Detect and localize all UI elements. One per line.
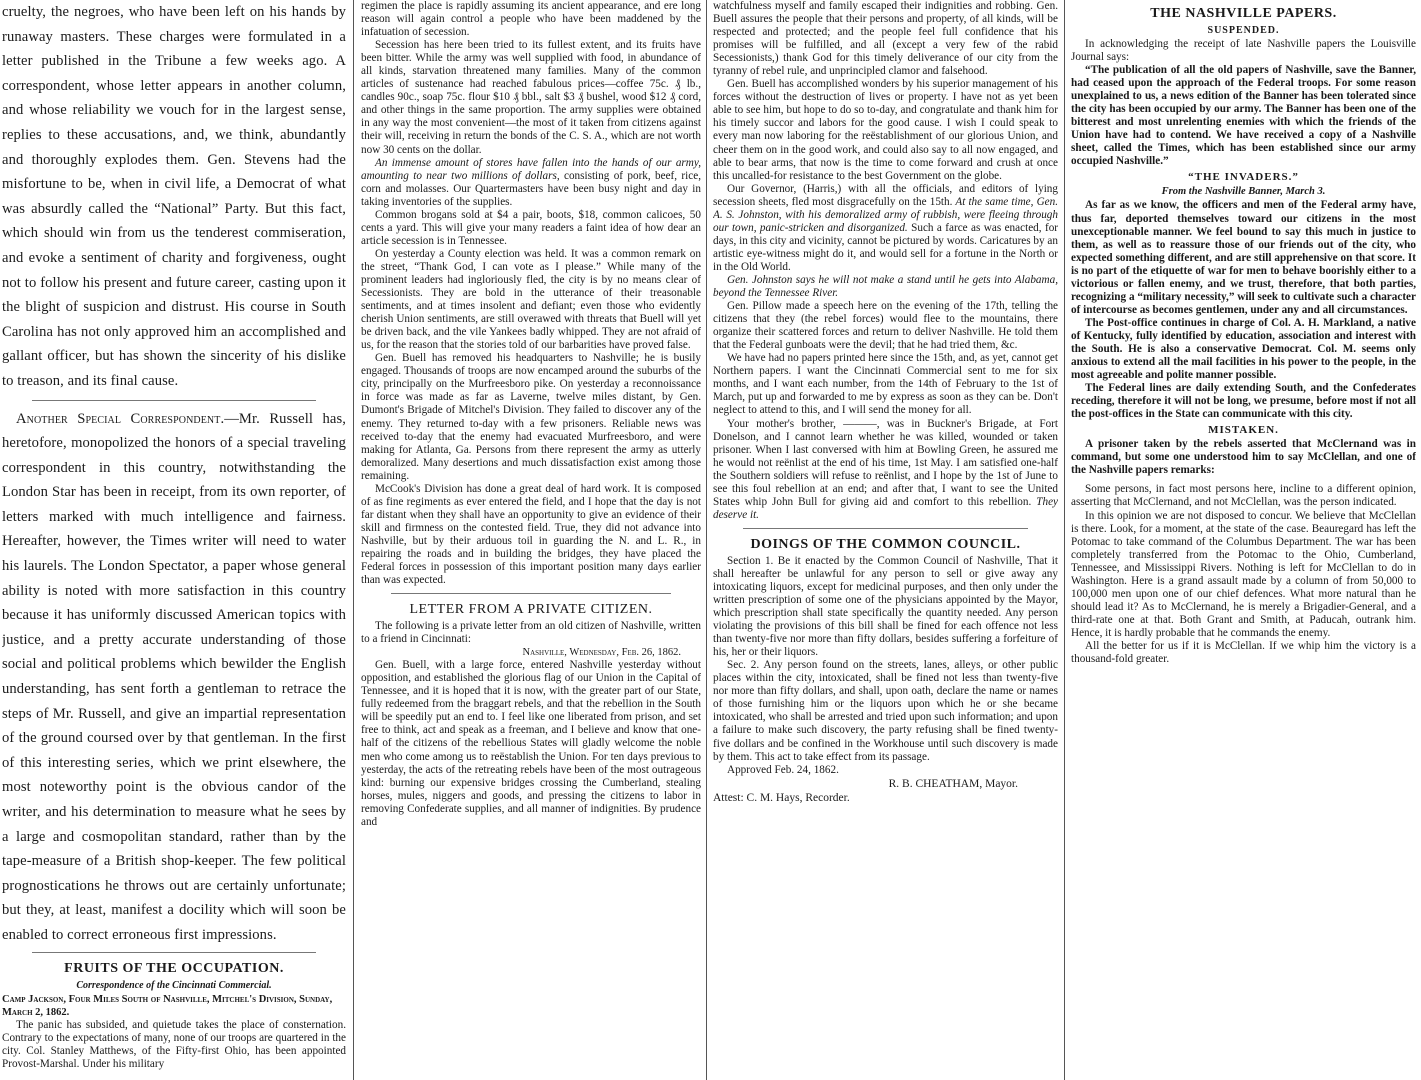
article-paragraph: Common brogans sold at $4 a pair, boots, $18, common calicoes, 50 cents a yard. This will give your many readers a faint idea of how dear an article secession is in Tennessee. [361, 208, 701, 247]
article-paragraph: The panic has subsided, and quietude takes the place of consternation. Contrary to the expectations of many, none of our troops are quartered in the city. Col. Stanley Matthews, of the Fifty-first Ohio, has been appointed Provost-Marshal. Under his military [2, 1018, 346, 1070]
column-3 [713, 0, 1058, 1080]
dateline: Nashville, Wednesday, Feb. 26, 1862. [522, 647, 681, 659]
divider [32, 952, 316, 953]
headline-fruits: FRUITS OF THE OCCUPATION. [64, 960, 284, 976]
article-paragraph: regimen the place is rapidly assuming its ancient appearance, and ere long reason will again control a people who have been maddened by the infatuation of secession. [361, 0, 701, 39]
article-paragraph: Gen. Johnston says he will not make a stand until he gets into Alabama, beyond the Tennessee River. [713, 273, 1058, 300]
article-paragraph: “The publication of all the old papers of Nashville, save the Banner, had ceased upon the approach of the Federal troops. For some reason unexplained to us, a news edition of the Banner has been tolerated since the city has been occupied by our army. The Banner has been one of the bitterest and most unrelenting enemies with which the friends of the Union have had to contend. We have received a copy of a Nashville sheet, called the Times, which has been established since our army occupied Nashville.” [1071, 64, 1416, 168]
article-text: —Mr. Russell has, heretofore, monopolized the honors of a special traveling correspondent in this country, notwithstanding the London Star has been in receipt, from its own reporter, of letters marked with much intelligence and fairness. Hereafter, however, the Times writer will need to water his laurels. The London Spectator, a paper whose general ability is noted with more satisfaction in this country because it has uniformly discussed American topics with justice, and a pretty accurate understanding of those social and political problems which bewilder the English understanding, has sent forth a gentleman to retrace the steps of Mr. Russell, and give an impartial representation of the ground coursed over by that gentleman. In the first of this interesting series, which we print elsewhere, the most noteworthy point is the obvious candor of the writer, and his determination to measure what he sees by a large and cosmopolitan standard, rather than by the tape-measure of a British shop-keeper. The few political prognostications he throws out are certainly unfortunate; but they, at least, manifest a docility which will soon be enabled to correct erroneous first impressions. [2, 410, 346, 943]
article-text: consisting of pork, beef, rice, corn and molasses. Our Quartermasters have been busy night and day in taking inventories of the supplies. [361, 169, 701, 208]
article-paragraph [713, 183, 1058, 274]
article-paragraph: Gen. Buell, with a large force, entered Nashville yesterday without opposition, and established the glorious flag of our Union in the Capital of Tennessee, and it is hoped that it is now, with the greater part of our State, fully redeemed from the braggart rebels, and that the rebellion in the South will be speedily put an end to. I feel like one liberated from prison, and set free to think, act and speak as a freeman, and I believe and know that one-half of the citizens of the rebellious States will gladly welcome the noble men who come among us to reëstablish the Union. For ten days previous to yesterday, the acts of the retreating rebels have been of the most outrageous kind: burning our expensive bridges crossing the Cumberland, stealing horses, mules, niggers and goods, and pressing the citizens to labor in removing Confederate supplies, and all manner of indignities. By prudence and [361, 659, 701, 828]
signature: R. B. CHEATHAM, Mayor. [888, 777, 1018, 790]
divider [743, 528, 1028, 529]
headline-invaders: “THE INVADERS.” [1188, 171, 1299, 184]
article-paragraph: In acknowledging the receipt of late Nashville papers the Louisville Journal says: [1071, 38, 1416, 64]
subheadline: Correspondence of the Cincinnati Commercial. [76, 979, 272, 991]
italic-text: At the same time, Gen. A. S. Johnston, with his demoralized army of rubbish, were fleeing through our town, panic-stricken and disorganized. [713, 195, 1058, 234]
italic-text: An immense amount of stores have fallen into the hands of our army, amounting to near two millions of dollars, [361, 156, 701, 182]
article-text: Such a farce as was enacted, for days, in this city and vicinity, cannot be pictured by words. Caricatures by an artistic eye-witness might do it, and would sell for a fortune in the North or in the Old World. [713, 221, 1058, 273]
article-paragraph: Gen. Buell has removed his headquarters to Nashville; he is busily engaged. Thousands of troops are now encamped around the suburbs of the city, principally on the Murfreesboro pike. On yesterday a reconnoissance in force was made as far as Laverne, twelve miles distant, by Gen. Dumont's Brigade of Mitchel's Division. They failed to discover any of the enemy. They returned to-day with a few prisoners. Reliable news was received to-day that the enemy had evacuated Murfreesboro, and were making for Atlanta, Ga. Persons from there represent the army as utterly demoralized. Many desertions and much dissatisfaction exist among those remaining. [361, 352, 701, 482]
article-paragraph: Section 1. Be it enacted by the Common Council of Nashville, That it shall hereafter be unlawful for any person to sell or give away any intoxicating liquors, except for medicinal purposes, and then only under the written prescription of some one of the physicians appointed by the Mayor, which prescription shall state specifically the quantity needed. Any person violating the provisions of this bill shall be fined for each offence not less than twenty-five nor more than fifty dollars, besides suffering a forfeiture of his, her or their liquors. [713, 554, 1058, 659]
article-paragraph: Gen. Buell has accomplished wonders by his superior management of his forces without the destruction of lives or property. I have not as yet been able to see him, but hope to do so to-day, and congratulate and thank him for his timely succor and labors for the good cause. I wish I could speak to every man now laboring for the reëstablishment of our glorious Union, and cheer them on in the good work, and could also say to all now engaged, and able to bear arms, that now is the time to come forward and crush at once this uncalled-for resistance to the best Government on the globe. [713, 78, 1058, 182]
subheadline: SUSPENDED. [1207, 25, 1280, 36]
attest-line: Attest: C. M. Hays, Recorder. [713, 791, 850, 804]
article-paragraph: In this opinion we are not disposed to concur. We believe that McClellan is there. Look, for a moment, at the state of the case. Beauregard has left the Potomac to take command of the Columbus Department. The war has been completely transferred from the Potomac to the Ohio, Cumberland, Tennessee, and Mississippi Rivers. Nothing is left for McClellan to do in Washington. Here is a grand assault made by a column of from 50,000 to 100,000 men upon one of our chief defences. What more natural than he should lead it? As to McClernand, he is merely a Brigadier-General, and a third-rate one at that. Both Grant and Smith, at Paducah, outrank him. Hence, it is hardly probable that he commands the enemy. [1071, 509, 1416, 639]
dateline: Camp Jackson, Four Miles South of Nashville, Mitchel's Division, Sunday, March 2, 1862. [2, 993, 333, 1018]
headline-council: DOINGS OF THE COMMON COUNCIL. [750, 536, 1021, 552]
column-4 [1071, 0, 1416, 1080]
article-paragraph: A prisoner taken by the rebels asserted that McClernand was in command, but some one understood him to say McClellan, and one of the Nashville papers remarks: [1071, 438, 1416, 477]
article-text: Our Governor, (Harris,) with all the officials, and editors of lying secession sheets, fled most disgracefully on the 15th. [713, 182, 1058, 208]
approval-line: Approved Feb. 24, 1862. [727, 763, 839, 776]
column-rule [1064, 0, 1065, 1080]
article-paragraph: On yesterday a County election was held. It was a common remark on the street, “Thank God, I can vote as I please.” While many of the prominent leaders had ingloriously fled, the city is by no means clear of Secessionists. They are bold in the utterance of their treasonable sentiments, and at times insolent and defiant; even those who evidently cherish Union sentiments, are still overawed with threats that Buell will yet be driven back, and the vile Yankees badly whipped. They are not afraid of us, for the reason that the stories told of our barbarities have proved false. [361, 247, 701, 352]
article-paragraph: The Federal lines are daily extending South, and the Confederates receding, therefore it will not be long, we presume, before most if not all the post-offices in the State can communicate with this city. [1071, 382, 1416, 421]
article-paragraph: cruelty, the negroes, who have been left on his hands by runaway masters. These charges were formulated in a letter published in the Tribune a few weeks ago. A correspondent, whose letter appears in another column, and whose reliability we vouch for in the largest sense, replies to these accusations, and, we think, abundantly and thoroughly explodes them. Gen. Stevens had the misfortune to be, when in civil life, a Democrat of what was absurdly called the “National” Party. But this fact, which should win from us the tenderest commiseration, and evoke a sentiment of charity and forgiveness, ought not to follow his present and future career, casting upon it the blight of suspicion and distrust. His course in South Carolina has not only approved him an accomplished and gallant officer, but has shown the sincerity of his dislike to treason, and its final cause. [2, 4, 346, 389]
divider [32, 400, 316, 401]
lead-heading: Another Special Correspondent. [16, 410, 225, 427]
article-paragraph: We have had no papers printed here since the 15th, and, as yet, cannot get Northern papers. I want the Cincinnati Commercial sent to me for six months, and I want each number, from the 14th of February to the 1st of March, put up and forwarded to me by express as soon as they can be. Don't neglect to attend to this, and I will send the money for all. [713, 352, 1058, 417]
headline-mistaken: MISTAKEN. [1208, 424, 1279, 437]
column-1 [2, 0, 346, 1080]
article-paragraph: All the better for us if it is McClellan. If we whip him the victory is a thousand-fold greater. [1071, 639, 1416, 666]
article-paragraph: As far as we know, the officers and men of the Federal army have, thus far, deported themselves toward our citizens in the most unexceptionable manner. We feel bound to say this much in justice to them, as well as to reassure those of our friends out of the city, who expected something different, and are still apprehensive on that score. It is no part of the etiquette of war for men to behave boorishly either to a victorious or fallen enemy, and we trust, therefore, that both parties, recognizing a “military necessity,” will seek to cultivate such a character of intercourse as becomes gentlemen, under any and all circumstances. [1071, 199, 1416, 316]
article-paragraph: McCook's Division has done a great deal of hard work. It is composed of as fine regiments as ever entered the field, and I hope that the day is not far distant when they shall have an opportunity to give an evidence of their skill and firmness on the contested field. True, they did not advance into Nashville, but by their arduous toil in guarding the N. and L. R., in repairing the roads and in building the bridges, they have placed the Federal forces in possession of this important position many days earlier than was expected. [361, 482, 701, 587]
article-paragraph [713, 418, 1058, 522]
article-paragraph: watchfulness myself and family escaped their indignities and robbing. Gen. Buell assures the people that their persons and property, of all kinds, will be respected and protected; and the people feel full confidence that his promises will be fulfilled, and all (except a very few of the rabid Secessionists,) thank God for this timely deliverance of our city from the tyranny of rebel rule, and unprincipled clamor and falsehood. [713, 0, 1058, 78]
column-2 [361, 0, 701, 1080]
article-paragraph [361, 157, 701, 209]
article-paragraph: Gen. Pillow made a speech here on the evening of the 17th, telling the citizens that they (the rebel forces) would flee to the mountains, there organize their scattered forces and return to deliver Nashville. He told them that the Federal gunboats were the devil; that he had tried them, &c. [713, 300, 1058, 352]
article-paragraph: Secession has here been tried to its fullest extent, and its fruits have been bitter. While the army was well supplied with food, in abundance of all kinds, starvation threatened many families. Many of the common articles of sustenance had reached fabulous prices—coffee 75c. ₰ lb., candles 90c., soap 75c. flour $10 ₰ bbl., salt $3 ₰ bushel, wood $12 ₰ cord, and other things in the same proportion. The army supplies were obtained in any way the most convenient—the most of it taken from citizens against their will, receiving in return the bonds of the C. S. A., which are not worth now 30 cents on the dollar. [361, 39, 701, 156]
article-paragraph [2, 407, 346, 948]
article-paragraph: The following is a private letter from an old citizen of Nashville, written to a friend in Cincinnati: [361, 620, 701, 646]
article-paragraph: The Post-office continues in charge of Col. A. H. Markland, a native of Kentucky, fully identified by education, association and interest with the South. He is also a conservative Democrat. Col. M. seems only anxious to extend all the mail facilities in his power to the people, in the most agreeable and polite manner possible. [1071, 316, 1416, 382]
article-paragraph: Sec. 2. Any person found on the streets, lanes, alleys, or other public places within the city, intoxicated, shall be fined not less than twenty-five nor more than fifty dollars, and shall, upon oath, declare the name or names of those furnishing him or the liquors upon which he or she became intoxicated, who shall be arrested and tried upon such information; and upon a failure to make such discovery, the party refusing shall be fined twenty-five dollars and be confined in the Workhouse until such discovery is made by them. This act to take effect from its passage. [713, 659, 1058, 763]
headline-papers: THE NASHVILLE PAPERS. [1150, 6, 1337, 21]
divider [391, 593, 671, 594]
column-rule [353, 0, 354, 1080]
subheadline: From the Nashville Banner, March 3. [1161, 186, 1326, 198]
headline-letter: LETTER FROM A PRIVATE CITIZEN. [409, 602, 653, 618]
column-rule [706, 0, 707, 1080]
article-text: Your mother's brother, ———, was in Buckner's Brigade, at Fort Donelson, and I cannot learn whether he was killed, wounded or taken prisoner. When I last conversed with him at Bowling Green, he assured me he would not reënlist at the end of his time, 1st May. I am satisfied one-half the Southern soldiers will refuse to reënlist, and I hope by the 1st of June to see this foul rebellion at an end; and after that, I want to see the United States whip John Bull for giving aid and comfort to this rebellion. [713, 417, 1058, 508]
italic-text: They deserve it. [713, 495, 1058, 521]
article-paragraph: Some persons, in fact most persons here, incline to a different opinion, asserting that McClernand, and not McClellan, was the person indicated. [1071, 483, 1416, 509]
